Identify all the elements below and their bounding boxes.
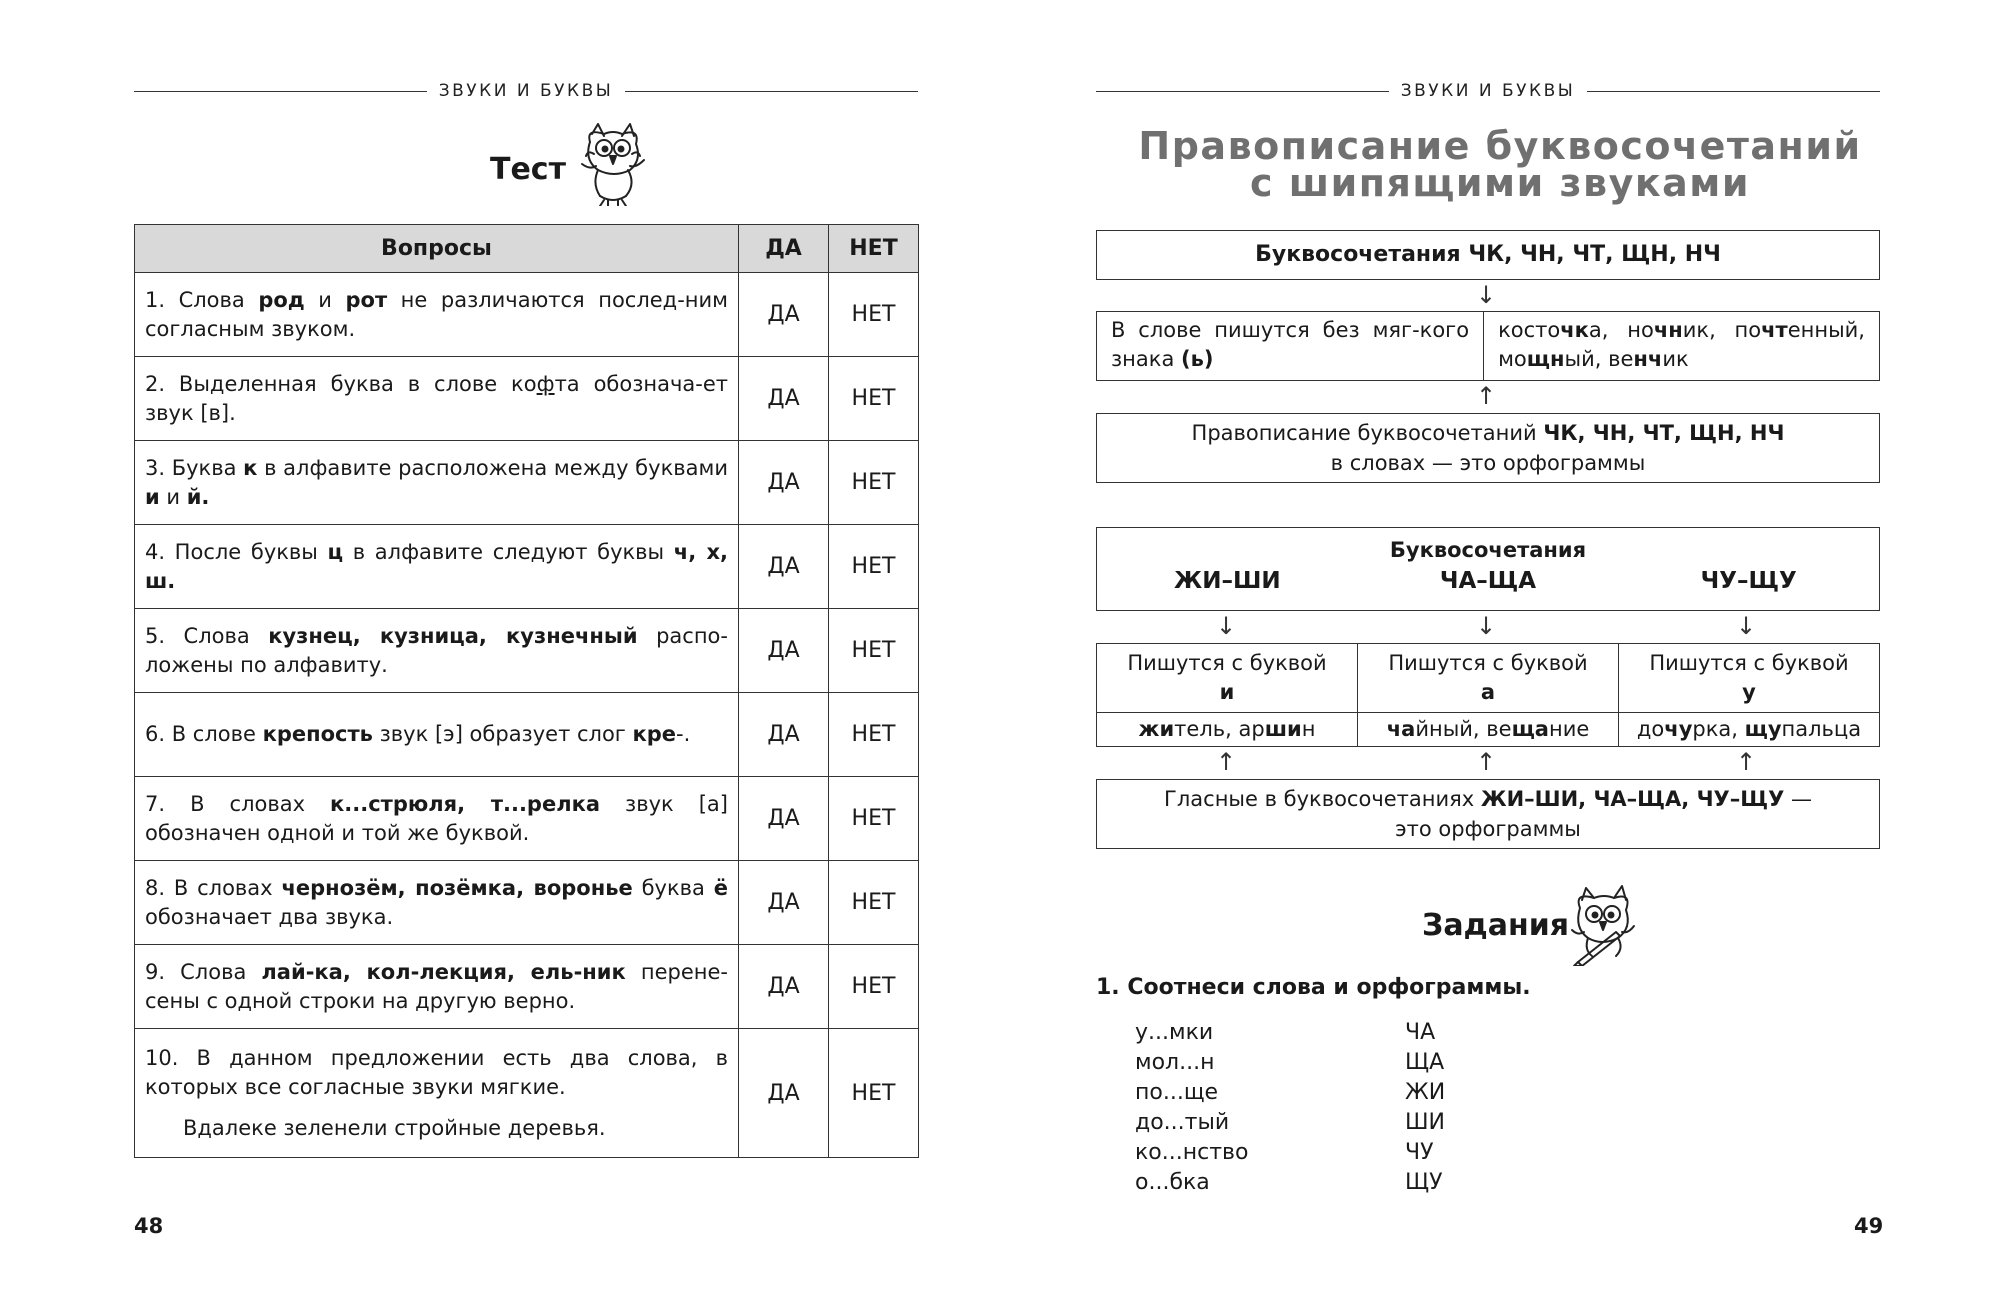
question-cell (135, 1029, 739, 1158)
text-fragment: 3. Буква (145, 455, 244, 480)
text-fragment: звук [э] образует слог (372, 722, 633, 746)
page-number: 49 (1854, 1214, 1884, 1238)
scheme2-header: Буквосочетания (1389, 538, 1587, 562)
answer-yes[interactable]: ДА (739, 609, 829, 693)
bold-fragment: ши (1264, 717, 1302, 741)
running-head (134, 78, 918, 104)
text-fragment: пальца (1781, 717, 1862, 741)
arrow-up-icon: ↑ (1476, 382, 1497, 410)
question-cell (135, 609, 739, 693)
task1-title: 1. Соотнеси слова и орфограммы. (1096, 975, 1531, 1000)
answer-no[interactable]: НЕТ (829, 357, 919, 441)
arrow-up-icon: ↑ (1216, 748, 1237, 776)
bold-fragment: род (258, 287, 305, 312)
rule-text: Пишутся с буквой (1388, 651, 1588, 675)
answer-yes[interactable]: ДА (739, 945, 829, 1029)
matching-row (1135, 1048, 1445, 1078)
text-fragment: а, но (1588, 318, 1654, 342)
question-cell (135, 441, 739, 525)
orthogram-item: ЧА (1405, 1020, 1436, 1045)
bold-fragment: чк (1560, 318, 1589, 342)
text-fragment: 4. После буквы (145, 539, 328, 564)
answer-yes[interactable]: ДА (739, 861, 829, 945)
arrow-down-icon: ↓ (1216, 612, 1237, 640)
rule-cell (1097, 644, 1357, 712)
scheme1-rule-text (1097, 312, 1484, 380)
word-item: мол...н (1135, 1050, 1215, 1075)
table-row (135, 1029, 919, 1158)
owl-with-pencil-icon (1568, 882, 1638, 966)
bold-fragment: рот (345, 287, 388, 312)
test-table (134, 224, 919, 1158)
header-rule (625, 91, 918, 92)
rule-text: Пишутся с буквой (1127, 651, 1327, 675)
text-fragment: ый, ве (1564, 347, 1634, 371)
table-row (135, 609, 919, 693)
word-item: о...бка (1135, 1170, 1210, 1195)
scheme2-header-box (1096, 527, 1880, 611)
rule-letter: у (1742, 680, 1756, 704)
text-fragment: буква (632, 875, 714, 900)
bold-fragment: к (243, 455, 258, 480)
matching-row (1135, 1168, 1445, 1198)
scheme1-examples (1484, 312, 1879, 380)
right-page (1000, 0, 2000, 1312)
answer-yes[interactable]: ДА (739, 1029, 829, 1158)
group-zhi-shi: ЖИ–ШИ (1174, 568, 1281, 594)
arrow-up-icon: ↑ (1736, 748, 1757, 776)
owl-illustration-icon (578, 120, 648, 206)
table-header-row (135, 225, 919, 273)
table-row (135, 357, 919, 441)
no-header: НЕТ (829, 225, 919, 273)
page-number: 48 (134, 1214, 164, 1238)
scheme1-rule-box (1096, 311, 1880, 381)
text-fragment: 7. В словах (145, 791, 331, 816)
text-fragment: и (159, 484, 187, 509)
text-fragment: Правописание буквосочетаний (1191, 421, 1544, 445)
text-fragment: рка, (1692, 717, 1745, 741)
header-rule (134, 91, 427, 92)
table-row (135, 441, 919, 525)
header-rule (1587, 91, 1880, 92)
text-fragment: 10. В данном предложении есть два слова, в которых все согласные звуки мягкие. (145, 1045, 728, 1099)
scheme2-orthogram-box (1096, 779, 1880, 849)
highlighted-letter: ф (536, 371, 555, 396)
text-fragment: тель, ар (1174, 717, 1265, 741)
table-row (135, 525, 919, 609)
matching-row (1135, 1108, 1445, 1138)
table-row (135, 945, 919, 1029)
text-fragment: та обознача-ет звук [в]. (145, 371, 728, 425)
rule-letter: а (1480, 680, 1496, 704)
text-fragment: В слове пишутся без мяг-кого знака (1111, 318, 1470, 371)
text-fragment: в алфавите расположена между буквами (257, 455, 728, 480)
word-item: ко...нство (1135, 1140, 1249, 1165)
question-cell (135, 945, 739, 1029)
text-fragment: ние (1548, 717, 1590, 741)
bold-fragment: щу (1744, 717, 1782, 741)
bold-fragment: жи (1138, 717, 1175, 741)
rule-cell (1618, 644, 1879, 712)
answer-no[interactable]: НЕТ (829, 1029, 919, 1158)
test-table-body (135, 273, 919, 1158)
answer-yes[interactable]: ДА (739, 441, 829, 525)
test-title: Тест (490, 152, 566, 187)
arrow-down-icon: ↓ (1476, 281, 1497, 309)
text-fragment: не различаются послед-ним согласным звуком. (145, 287, 728, 341)
question-cell (135, 357, 739, 441)
matching-row (1135, 1138, 1445, 1168)
answer-no[interactable]: НЕТ (829, 525, 919, 609)
matching-list (1135, 1018, 1445, 1198)
bold-fragment: чн (1653, 318, 1683, 342)
question-cell (135, 777, 739, 861)
example-cell (1357, 713, 1618, 747)
group-chu-schu: ЧУ–ЩУ (1700, 568, 1797, 594)
word-item: по...ще (1135, 1080, 1219, 1105)
scheme1-header: Буквосочетания ЧК, ЧН, ЧТ, ЩН, НЧ (1096, 230, 1880, 280)
answer-no[interactable]: НЕТ (829, 693, 919, 777)
question-cell (135, 273, 739, 357)
text-fragment: енный, мо (1498, 318, 1865, 371)
scheme2-orthogram-line: это орфограммы (1395, 817, 1581, 841)
question-cell (135, 693, 739, 777)
bold-fragment: ЧК, ЧН, ЧТ, ЩН, НЧ (1543, 421, 1785, 445)
orthogram-item: ШИ (1405, 1110, 1445, 1135)
bold-fragment: ща (1511, 717, 1549, 741)
bold-fragment: ЖИ–ШИ, ЧА–ЩА, ЧУ–ЩУ (1480, 787, 1785, 811)
yes-header: ДА (739, 225, 829, 273)
table-row (135, 693, 919, 777)
bold-fragment: ч, х, ш. (145, 539, 728, 593)
orthogram-item: ЩУ (1405, 1170, 1443, 1195)
text-fragment: 6. В слове (145, 722, 263, 746)
text-fragment: звук [а] обозначен одной и той же буквой. (145, 791, 728, 845)
text-fragment: распо-ложены по алфавиту. (145, 623, 728, 677)
text-fragment: 2. Выделенная буква в слове ко (145, 371, 537, 396)
answer-no[interactable]: НЕТ (829, 441, 919, 525)
question-example-sentence: Вдалеке зеленели стройные деревья. (183, 1115, 606, 1140)
group-cha-scha: ЧА–ЩА (1439, 568, 1537, 594)
question-cell (135, 525, 739, 609)
answer-yes[interactable]: ДА (739, 357, 829, 441)
answer-no[interactable]: НЕТ (829, 273, 919, 357)
section-title-line: Правописание буквосочетаний (1138, 124, 1862, 168)
answer-yes[interactable]: ДА (739, 693, 829, 777)
text-fragment: 1. Слова (145, 287, 259, 312)
orthogram-item: ЖИ (1405, 1080, 1446, 1105)
bold-fragment: щн (1526, 347, 1565, 371)
arrow-down-icon: ↓ (1736, 612, 1757, 640)
text-fragment: йный, ве (1415, 717, 1512, 741)
answer-no[interactable]: НЕТ (829, 945, 919, 1029)
scheme2-orthogram-line (1097, 784, 1879, 814)
text-fragment: ик, по (1682, 318, 1762, 342)
scheme1-orthogram-box (1096, 413, 1880, 483)
table-row (135, 777, 919, 861)
scheme2-rule-grid (1096, 643, 1880, 747)
arrow-down-icon: ↓ (1476, 612, 1497, 640)
text-fragment: в алфавите следуют буквы (343, 539, 674, 564)
questions-header: Вопросы (135, 225, 739, 273)
answer-no[interactable]: НЕТ (829, 609, 919, 693)
rule-letter: и (1219, 680, 1235, 704)
word-item: у...мки (1135, 1020, 1214, 1045)
header-rule (1096, 91, 1389, 92)
table-row (135, 861, 919, 945)
answer-no[interactable]: НЕТ (829, 777, 919, 861)
bold-fragment: чу (1664, 717, 1693, 741)
text-fragment: Гласные в буквосочетаниях (1164, 787, 1481, 811)
text-fragment: перене-сены с одной строки на другую верно. (145, 959, 728, 1013)
bold-fragment: кре (632, 722, 677, 746)
arrow-up-icon: ↑ (1476, 748, 1497, 776)
bold-fragment: чернозём, позёмка, воронье (281, 875, 633, 900)
answer-no[interactable]: НЕТ (829, 861, 919, 945)
running-head-text: ЗВУКИ И БУКВЫ (438, 81, 614, 101)
rule-cell (1357, 644, 1618, 712)
bold-fragment: крепость (262, 722, 373, 746)
answer-yes[interactable]: ДА (739, 273, 829, 357)
scheme1-orthogram-line: в словах — это орфограммы (1330, 451, 1646, 475)
example-cell (1097, 713, 1357, 747)
text-fragment: и (304, 287, 346, 312)
example-cell (1618, 713, 1879, 747)
bold-fragment: чт (1761, 318, 1788, 342)
table-row (135, 273, 919, 357)
bold-fragment: лай-ка, кол-лекция, ель-ник (261, 959, 626, 984)
bold-fragment: нч (1633, 347, 1663, 371)
text-fragment: косто (1498, 318, 1561, 342)
bold-fragment: й. (186, 484, 210, 509)
text-fragment: н (1301, 717, 1316, 741)
bold-fragment: ц (327, 539, 344, 564)
bold-fragment: ё (713, 875, 728, 900)
text-fragment: ик (1662, 347, 1689, 371)
bold-fragment: (ь) (1181, 347, 1214, 371)
section-title-line: с шипящими звуками (1250, 161, 1750, 205)
text-fragment: — (1784, 787, 1812, 811)
rule-text: Пишутся с буквой (1649, 651, 1849, 675)
scheme1-orthogram-line (1097, 418, 1879, 448)
word-item: до...тый (1135, 1110, 1230, 1135)
text-fragment: -. (676, 722, 691, 746)
matching-row (1135, 1078, 1445, 1108)
question-cell (135, 861, 739, 945)
bold-fragment: ча (1386, 717, 1416, 741)
matching-row (1135, 1018, 1445, 1048)
bold-fragment: и (145, 484, 160, 509)
answer-yes[interactable]: ДА (739, 525, 829, 609)
text-fragment: 9. Слова (145, 959, 262, 984)
text-fragment: до (1636, 717, 1665, 741)
tasks-title: Задания (1422, 908, 1570, 943)
orthogram-item: ЩА (1405, 1050, 1445, 1075)
text-fragment: 8. В словах (145, 875, 282, 900)
orthogram-item: ЧУ (1405, 1140, 1434, 1165)
running-head-text: ЗВУКИ И БУКВЫ (1400, 81, 1576, 101)
bold-fragment: к...стрюля, т...релка (330, 791, 600, 816)
text-fragment: обозначает два звука. (145, 904, 394, 929)
bold-fragment: кузнец, кузница, кузнечный (268, 623, 638, 648)
answer-yes[interactable]: ДА (739, 777, 829, 861)
text-fragment: 5. Слова (145, 623, 269, 648)
running-head (1096, 78, 1880, 104)
section-title (1000, 124, 2000, 205)
